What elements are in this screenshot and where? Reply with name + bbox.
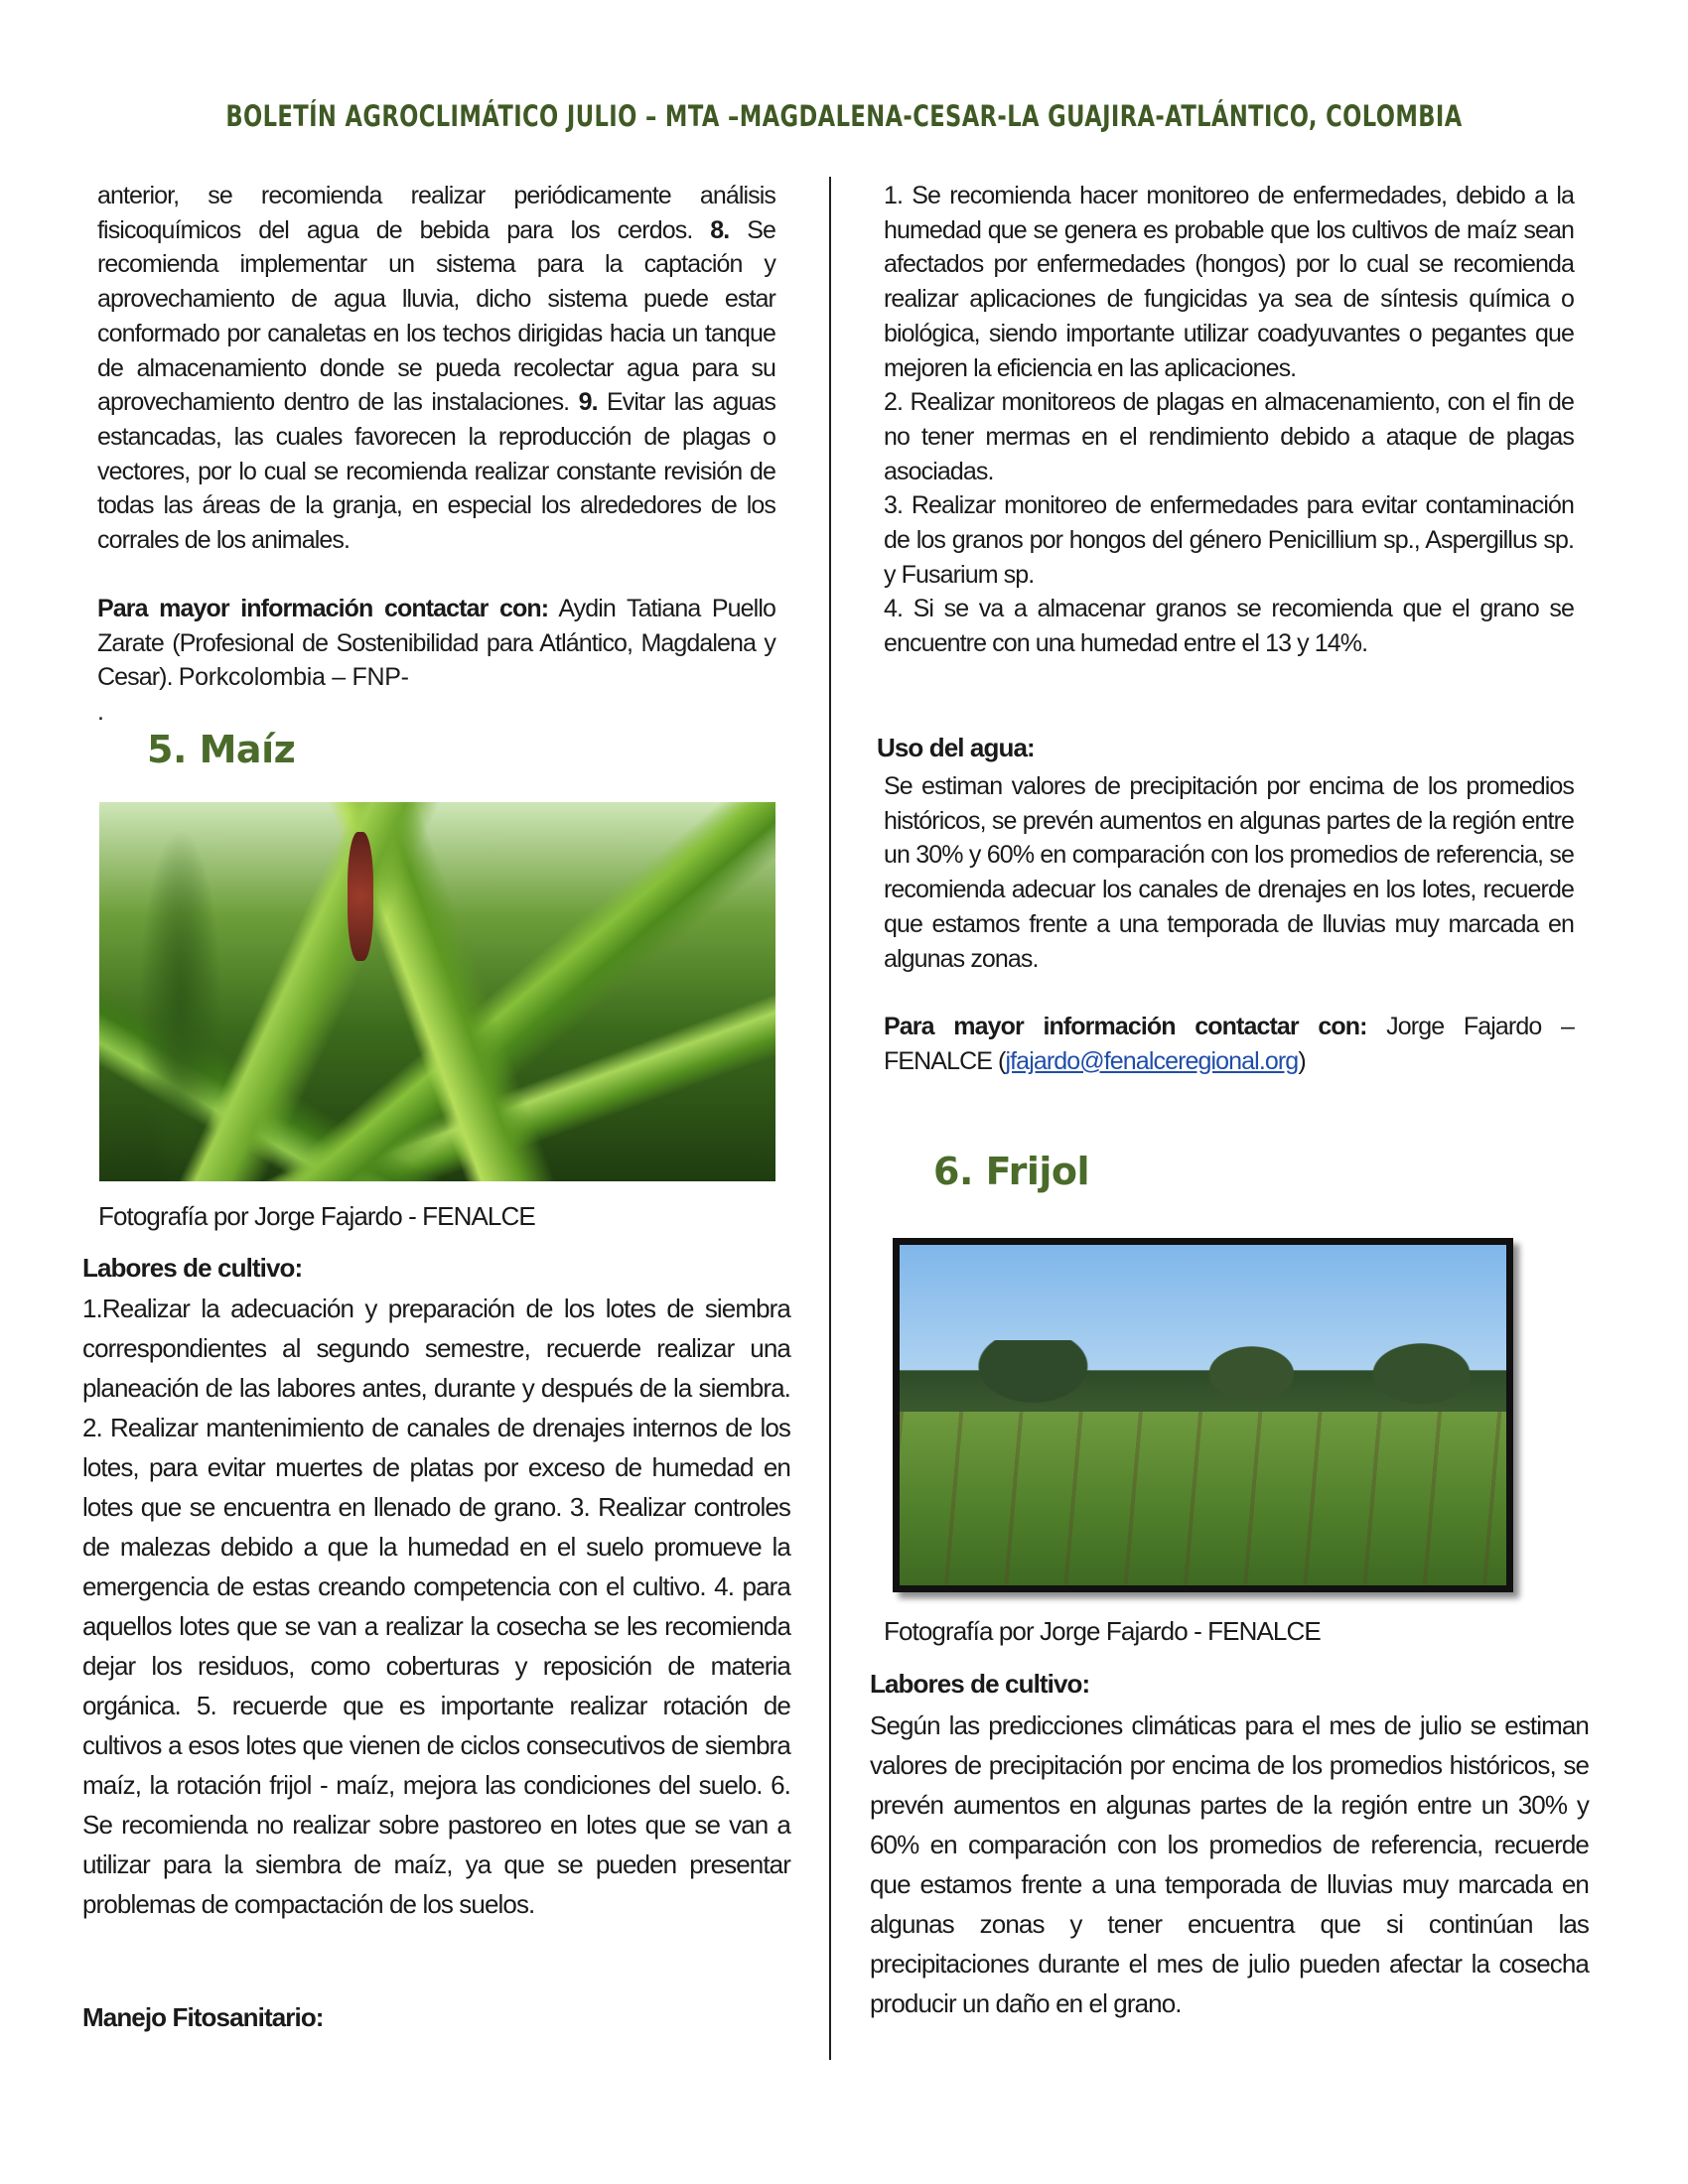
bulletin-title: BOLETÍN AGROCLIMÁTICO JULIO – MTA –MAGDALENA-CESAR-LA GUAJIRA-ATLÁNTICO, COLOMBIA <box>225 99 1463 133</box>
uso-agua-text: Se estiman valores de precipitación por encima de los promedios históricos, se prevén aumentos en algunas partes de la región entre un 30% y 60% en comparación con los promedios de referencia, se recomienda adecuar los canales de drenajes en los lotes, recuerde que estamos frente a una temporada de lluvias muy marcada en algunas zonas. <box>884 772 1574 973</box>
list-item: 3. Realizar monitoreo de enfermedades para evitar contaminación de los granos por hongos del género Penicillium sp., Aspergillus sp. y Fusarium sp. <box>884 491 1574 589</box>
contact-label: Para mayor información contactar con: <box>97 595 549 622</box>
section-heading-maiz: 5. Maíz <box>147 728 296 771</box>
maize-contact-paragraph <box>884 1010 1574 1078</box>
text: Evitar las aguas estancadas, las cuales favorecen la reproducción de plagas o vectores, por lo cual se recomienda realizar constante revisión de todas las áreas de la granja, en especial los alrededores de los corrales de los animales. <box>97 388 775 555</box>
maize-labores-heading: Labores de cultivo: <box>82 1253 303 1283</box>
bean-field-photo <box>893 1238 1513 1592</box>
uso-agua-heading: Uso del agua: <box>877 733 1035 762</box>
maize-photo-caption: Fotografía por Jorge Fajardo - FENALCE <box>98 1201 535 1231</box>
column-divider <box>829 177 831 2060</box>
text: ) <box>1298 1046 1306 1075</box>
bean-labores-text: Según las predicciones climáticas para el mes de julio se estiman valores de precipitación por encima de los promedios históricos, se prevén aumentos en algunas partes de la región entre un 30% y 60% en comparación con los promedios de referencia, recuerde que estamos frente a una temporada de lluvias muy marcada en algunas zonas y tener encuentra que si continúan las precipitaciones durante el mes de julio pueden afectar la cosecha producir un daño en el grano. <box>870 1710 1589 2018</box>
contact-text: Aydin Tatiana Puello Zarate (Profesional de Sostenibilidad para Atlántico, Magdalena y Cesar). <box>97 595 775 692</box>
bean-photo-caption: Fotografía por Jorge Fajardo - FENALCE <box>884 1616 1321 1646</box>
photo-field <box>900 1412 1506 1585</box>
stray-dot: . <box>97 698 104 726</box>
maize-manejo-heading: Manejo Fitosanitario: <box>82 2002 324 2032</box>
item-number: 9. <box>578 388 598 417</box>
contact-org: Porkcolombia – FNP- <box>178 663 409 692</box>
photo-trees <box>900 1340 1506 1415</box>
fitosanitario-list <box>884 179 1574 661</box>
text: Se recomienda implementar un sistema para la captación y aprovechamiento de agua lluvia, dicho sistema puede estar conformado por canaletas en los techos dirigidas hacia un tanque de almacenamiento donde se pueda recolectar agua para su aprovechamiento dentro de las instalaciones. <box>97 215 775 417</box>
list-item: 1. Se recomienda hacer monitoreo de enfermedades, debido a la humedad que se genera es probable que los cultivos de maíz sean afectados por enfermedades (hongos) por lo cual se recomienda realizar aplicaciones de fungicidas ya sea de síntesis química o biológica, siendo importante utilizar coadyuvantes o pegantes que mejoren la eficiencia en las aplicaciones. <box>884 182 1574 382</box>
item-number: 8. <box>710 215 730 244</box>
maize-tassel <box>348 832 373 961</box>
list-item: 4. Si se va a almacenar granos se recomienda que el grano se encuentre con una humedad entre el 13 y 14%. <box>884 595 1574 658</box>
section-heading-frijol: 6. Frijol <box>933 1150 1090 1193</box>
text: anterior, se recomienda realizar periódicamente análisis fisicoquímicos del agua de bebida para los cerdos. <box>97 182 775 244</box>
maize-photo <box>99 802 775 1181</box>
email-link[interactable]: jfajardo@fenalceregional.org <box>1005 1046 1299 1075</box>
contact-text: Jorge Fajardo – FENALCE ( <box>884 1013 1574 1075</box>
list-item: 2. Realizar monitoreos de plagas en almacenamiento, con el fin de no tener mermas en el rendimiento debido a ataque de plagas asociadas. <box>884 388 1574 485</box>
bean-labores-heading: Labores de cultivo: <box>870 1669 1090 1699</box>
contact-label: Para mayor información contactar con: <box>884 1013 1367 1040</box>
maize-labores-text: 1.Realizar la adecuación y preparación de los lotes de siembra correspondientes al segundo semestre, recuerde realizar una planeación de las labores antes, durante y después de la siembra. 2. Realizar mantenimiento de canales de drenajes internos de los lotes, para evitar muertes de platas por exceso de humedad en lotes que se encuentra en llenado de grano. 3. Realizar controles de malezas debido a que la humedad en el suelo promueve la emergencia de estas creando competencia con el cultivo. 4. para aquellos lotes que se van a realizar la cosecha se les recomienda dejar los residuos, como coberturas y reposición de materia orgánica. 5. recuerde que es importante realizar rotación de cultivos a esos lotes que vienen de ciclos consecutivos de siembra maíz, la rotación frijol - maíz, mejora las condiciones del suelo. 6. Se recomienda no realizar sobre pastoreo en lotes que se van a utilizar para la siembra de maíz, ya que se pueden presentar problemas de compactación de los suelos. <box>82 1294 790 1919</box>
pork-recommendations-paragraph <box>97 179 775 558</box>
pork-contact-paragraph <box>97 592 775 695</box>
